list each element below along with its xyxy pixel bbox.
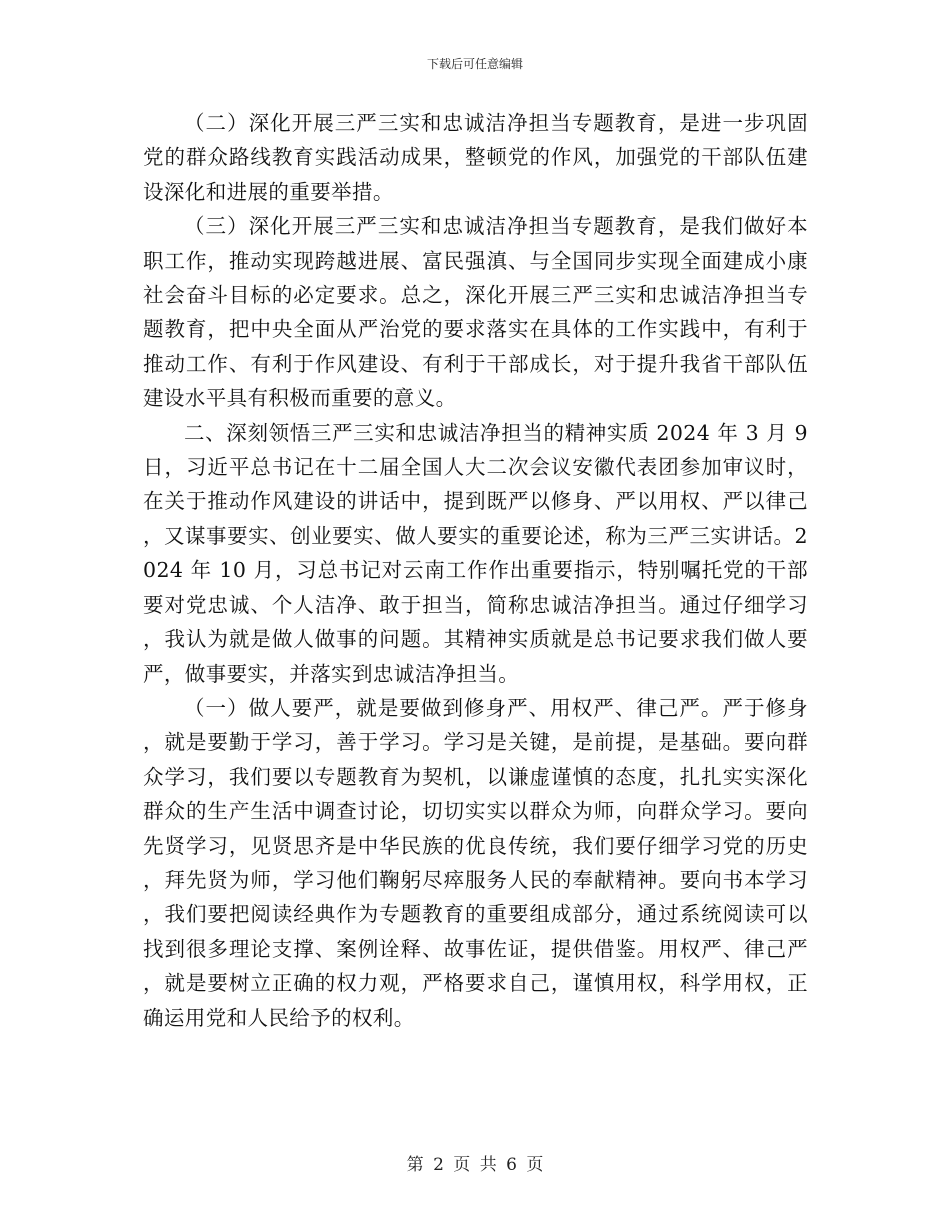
paragraph-section-2-1-detail: （一）做人要严，就是要做到修身严、用权严、律己严。严于修身，就是要勤于学习，善于学习。学习是关键，是前提，是基础。要向群众学习，我们要以专题教育为契机，以谦虚谨慎的态度，扎扎实实深化群众的生产生活中调查讨论，切切实实以群众为师，向群众学习。要向先贤学习，见贤思齐是中华民族的优良传统，我们要仔细学习党的历史，拜先贤为师，学习他们鞠躬尽瘁服务人民的奉献精神。要向书本学习，我们要把阅读经典作为专题教育的重要组成部分，通过系统阅读可以找到很多理论支撑、案例诠释、故事佐证，提供借鉴。用权严、律己严，就是要树立正确的权力观，严格要求自己，谨慎用权，科学用权，正确运用党和人民给予的权利。 [143,695,808,1030]
paragraph-section-2-2: （二）深化开展三严三实和忠诚洁净担当专题教育，是进一步巩固党的群众路线教育实践活动成果，整顿党的作风，加强党的干部队伍建设深化和进展的重要举措。 [143,111,808,204]
document-body [143,106,808,1035]
page-header: 下载后可任意编辑 [426,57,523,71]
paragraph-section-heading-2: 二、深刻领悟三严三实和忠诚洁净担当的精神实质 2024 年 3 月 9 日，习近平总书记在十二届全国人大二次会议安徽代表团参加审议时，在关于推动作风建设的讲话中，提到既严以修身、严以用权、严以律己，又谋事要实、创业要实、做人要实的重要论述，称为三严三实讲话。2024 年 10 月，习总书记对云南工作作出重要指示，特别嘱托党的干部要对党忠诚、个人洁净、敢于担当，简称忠诚洁净担当。通过仔细学习，我认为就是做人做事的问题。其精神实质就是总书记要求我们做人要严，做事要实，并落实到忠诚洁净担当。 [143,420,808,686]
page-number-footer: 第 2 页 共 6 页 [406,1155,544,1175]
paragraph-section-2-3: （三）深化开展三严三实和忠诚洁净担当专题教育，是我们做好本职工作，推动实现跨越进展、富民强滇、与全国同步实现全面建成小康社会奋斗目标的必定要求。总之，深化开展三严三实和忠诚洁净担当专题教育，把中央全面从严治党的要求落实在具体的工作实践中，有利于推动工作、有利于作风建设、有利于干部成长，对于提升我省干部队伍建设水平具有积极而重要的意义。 [143,214,808,411]
